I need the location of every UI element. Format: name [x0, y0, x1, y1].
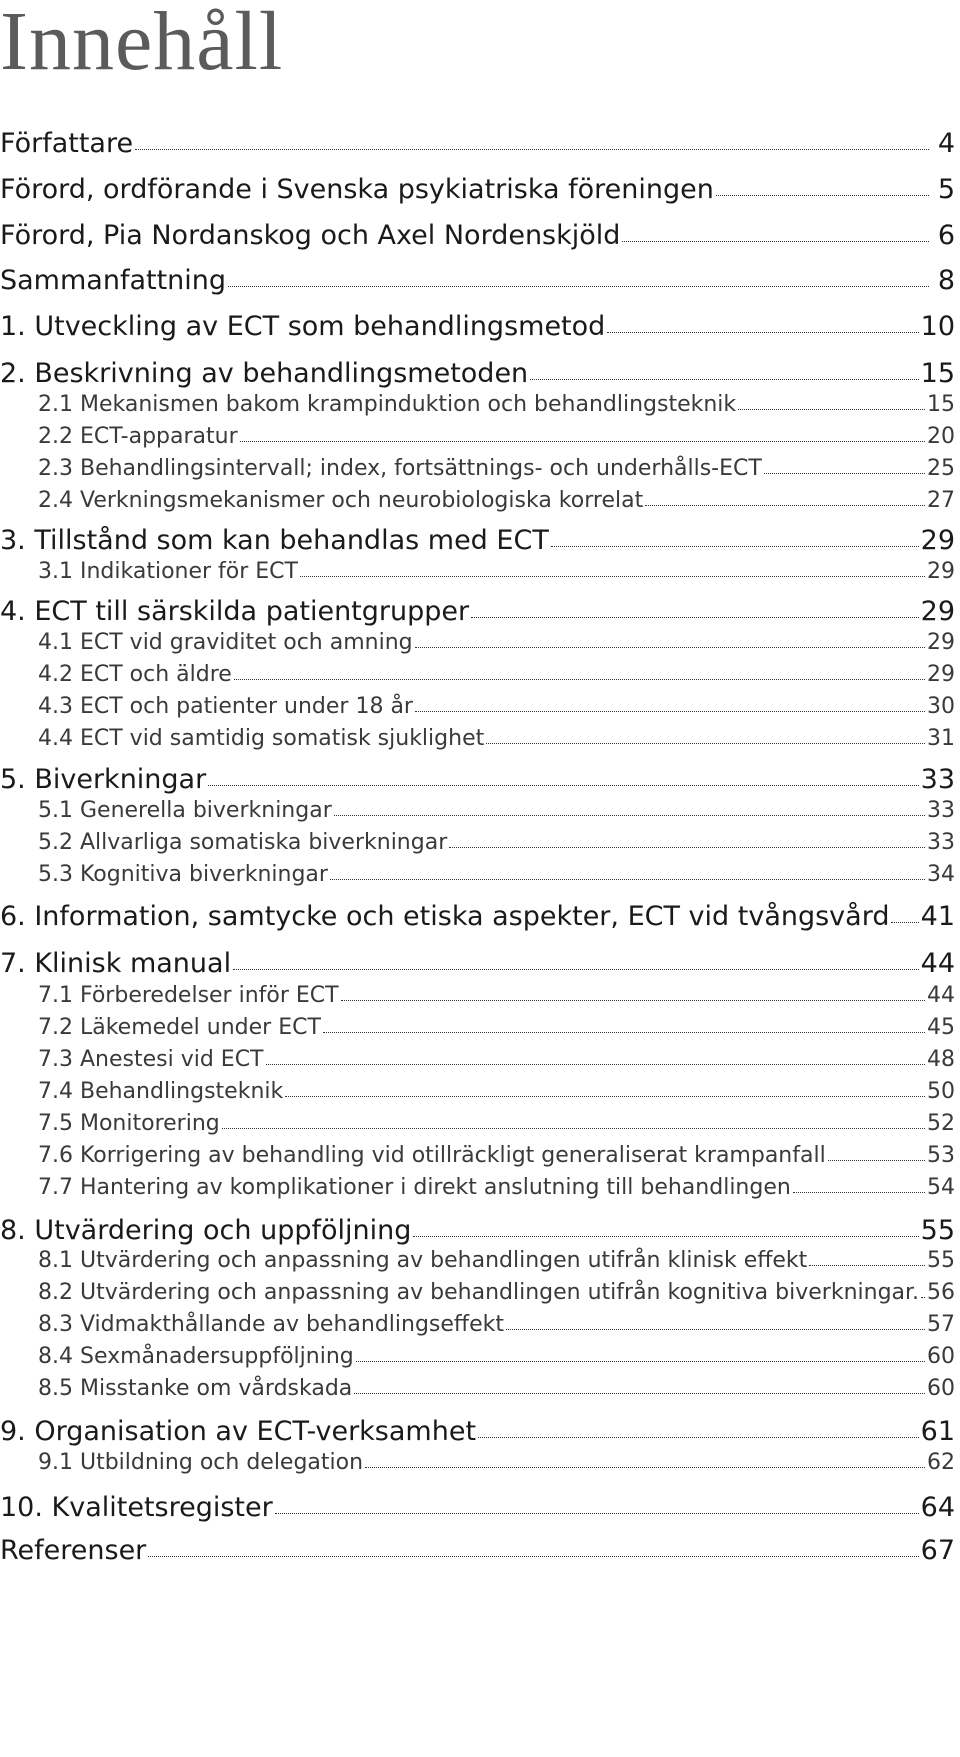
toc-page-number: 15	[927, 392, 955, 417]
toc-entry-label: Förord, ordförande i Svenska psykiatriska föreningen	[0, 174, 714, 205]
dot-leader	[233, 968, 919, 970]
toc-page-number: 29	[927, 559, 955, 584]
toc-page-number: 33	[927, 798, 955, 823]
dot-leader	[551, 545, 919, 547]
toc-page-number: 53	[927, 1143, 955, 1168]
dot-leader	[228, 285, 929, 287]
toc-chapter-entry[interactable]	[0, 176, 955, 203]
dot-leader	[148, 1555, 918, 1557]
dot-leader	[645, 504, 925, 506]
toc-page-number: 61	[920, 1416, 955, 1447]
toc-chapter-entry[interactable]	[0, 950, 955, 977]
dot-leader	[234, 678, 925, 680]
dot-leader	[266, 1063, 926, 1065]
toc-section-entry[interactable]	[0, 1017, 955, 1039]
toc-entry-label: 7.3 Anestesi vid ECT	[38, 1047, 264, 1072]
toc-page-number: 60	[927, 1344, 955, 1369]
dot-leader	[828, 1159, 925, 1161]
toc-section-entry[interactable]	[0, 1452, 955, 1474]
toc-page-number: 55	[920, 1215, 955, 1246]
toc-entry-label: 7.7 Hantering av komplikationer i direkt anslutning till behandlingen	[38, 1175, 791, 1200]
toc-page-number: 6	[937, 220, 955, 251]
toc-page-number: 56	[927, 1280, 955, 1305]
toc-page-number: 54	[927, 1175, 955, 1200]
dot-leader	[275, 1512, 919, 1514]
toc-entry-label: Sammanfattning	[0, 265, 227, 296]
toc-entry-label: 4.2 ECT och äldre	[38, 662, 232, 687]
toc-chapter-entry[interactable]	[0, 527, 955, 554]
dot-leader	[222, 1127, 925, 1129]
toc-page-number: 5	[937, 174, 955, 205]
toc-entry-label: 6. Information, samtycke och etiska aspekter, ECT vid tvångsvård	[0, 901, 890, 932]
toc-page-number: 27	[927, 488, 955, 513]
toc-entry-label: 8.5 Misstanke om vårdskada	[38, 1376, 353, 1401]
toc-entry-label: 8.4 Sexmånadersuppföljning	[38, 1344, 354, 1369]
toc-page-number: 4	[937, 128, 955, 159]
page-title: Innehåll	[0, 0, 284, 88]
toc-page-number: 64	[920, 1492, 955, 1523]
toc-entry-label: 2. Beskrivning av behandlingsmetoden	[0, 358, 529, 389]
dot-leader	[365, 1466, 925, 1468]
toc-section-entry[interactable]	[0, 664, 955, 686]
toc-page-number: 25	[927, 456, 955, 481]
dot-leader	[285, 1095, 925, 1097]
dot-leader	[607, 331, 918, 333]
toc-page-number: 62	[927, 1450, 955, 1475]
toc-page-number: 30	[927, 694, 955, 719]
toc-chapter-entry[interactable]	[0, 598, 955, 625]
toc-entry-label: 3. Tillstånd som kan behandlas med ECT	[0, 525, 549, 556]
toc-section-entry[interactable]	[0, 490, 955, 512]
dot-leader	[354, 1392, 925, 1394]
dot-leader	[413, 1235, 918, 1237]
dot-leader	[323, 1031, 925, 1033]
toc-entry-label: 2.3 Behandlingsintervall; index, fortsättnings- och underhålls-ECT	[38, 456, 762, 481]
toc-page-number: 45	[927, 1015, 955, 1040]
toc-page-number: 41	[920, 901, 955, 932]
toc-chapter-entry[interactable]	[0, 766, 955, 793]
toc-section-entry[interactable]	[0, 1282, 955, 1304]
toc-entry-label: 5. Biverkningar	[0, 764, 207, 795]
toc-section-entry[interactable]	[0, 426, 955, 448]
toc-section-entry[interactable]	[0, 1081, 955, 1103]
toc-entry-label: 1. Utveckling av ECT som behandlingsmetod	[0, 311, 606, 342]
toc-section-entry[interactable]	[0, 1145, 955, 1167]
dot-leader	[738, 408, 925, 410]
toc-page-number: 29	[927, 662, 955, 687]
toc-entry-label: 7.6 Korrigering av behandling vid otillräckligt generaliserat krampanfall	[38, 1143, 826, 1168]
toc-entry-label: 8.3 Vidmakthållande av behandlingseffekt	[38, 1312, 504, 1337]
toc-entry-label: 9.1 Utbildning och delegation	[38, 1450, 364, 1475]
toc-page-number: 55	[927, 1248, 955, 1273]
toc-page-number: 50	[927, 1079, 955, 1104]
toc-entry-label: 7.2 Läkemedel under ECT	[38, 1015, 321, 1040]
dot-leader	[921, 1296, 925, 1298]
toc-entry-label: 4.4 ECT vid samtidig somatisk sjuklighet	[38, 726, 485, 751]
dot-leader	[478, 1436, 919, 1438]
toc-entry-label: 2.2 ECT-apparatur	[38, 424, 238, 449]
dot-leader	[415, 646, 925, 648]
toc-entry-label: 8.2 Utvärdering och anpassning av behandlingen utifrån kognitiva biverkningar.	[38, 1280, 920, 1305]
toc-page-number: 31	[927, 726, 955, 751]
toc-page-number: 33	[927, 830, 955, 855]
toc-entry-label: 9. Organisation av ECT-verksamhet	[0, 1416, 477, 1447]
toc-entry-label: 2.4 Verkningsmekanismer och neurobiologiska korrelat	[38, 488, 644, 513]
toc-entry-label: 7.1 Förberedelser inför ECT	[38, 983, 339, 1008]
dot-leader	[471, 616, 919, 618]
toc-chapter-entry[interactable]	[0, 1494, 955, 1521]
toc-chapter-entry[interactable]	[0, 313, 955, 340]
toc-page-number: 29	[920, 596, 955, 627]
toc-entry-label: 4.3 ECT och patienter under 18 år	[38, 694, 413, 719]
toc-page-number: 8	[937, 265, 955, 296]
toc-page-number: 33	[920, 764, 955, 795]
toc-section-entry[interactable]	[0, 1049, 955, 1071]
toc-page-number: 52	[927, 1111, 955, 1136]
toc-entry-label: 8.1 Utvärdering och anpassning av behandlingen utifrån klinisk effekt	[38, 1248, 808, 1273]
toc-section-entry[interactable]	[0, 1314, 955, 1336]
toc-entry-label: 3.1 Indikationer för ECT	[38, 559, 298, 584]
toc-chapter-entry[interactable]	[0, 222, 955, 249]
toc-chapter-entry[interactable]	[0, 267, 955, 294]
toc-page-number: 60	[927, 1376, 955, 1401]
toc-chapter-entry[interactable]	[0, 360, 955, 387]
dot-leader	[341, 999, 925, 1001]
toc-page-number: 20	[927, 424, 955, 449]
dot-leader	[622, 240, 929, 242]
toc-section-entry[interactable]	[0, 394, 955, 416]
toc-page-number: 44	[920, 948, 955, 979]
toc-entry-label: 5.1 Generella biverkningar	[38, 798, 332, 823]
toc-entry-label: 5.3 Kognitiva biverkningar	[38, 862, 328, 887]
toc-section-entry[interactable]	[0, 832, 955, 854]
toc-section-entry[interactable]	[0, 1346, 955, 1368]
dot-leader	[240, 440, 925, 442]
dot-leader	[334, 814, 925, 816]
toc-page-number: 44	[927, 983, 955, 1008]
toc-section-entry[interactable]	[0, 1250, 955, 1272]
dot-leader	[135, 148, 929, 150]
toc-entry-label: 7.4 Behandlingsteknik	[38, 1079, 284, 1104]
toc-section-entry[interactable]	[0, 696, 955, 718]
dot-leader	[764, 472, 925, 474]
toc-chapter-entry[interactable]	[0, 130, 955, 157]
toc-section-entry[interactable]	[0, 728, 955, 750]
dot-leader	[809, 1264, 925, 1266]
dot-leader	[356, 1360, 925, 1362]
dot-leader	[449, 846, 925, 848]
dot-leader	[716, 194, 929, 196]
dot-leader	[300, 575, 925, 577]
toc-entry-label: 4.1 ECT vid graviditet och amning	[38, 630, 413, 655]
toc-entry-label: 4. ECT till särskilda patientgrupper	[0, 596, 470, 627]
dot-leader	[793, 1191, 925, 1193]
toc-section-entry[interactable]	[0, 800, 955, 822]
dot-leader	[486, 742, 925, 744]
toc-entry-label: 7. Klinisk manual	[0, 948, 232, 979]
toc-entry-label: Referenser	[0, 1535, 147, 1566]
toc-section-entry[interactable]	[0, 985, 955, 1007]
dot-leader	[530, 378, 918, 380]
toc-section-entry[interactable]	[0, 1378, 955, 1400]
toc-page-number: 67	[920, 1535, 955, 1566]
toc-entry-label: 7.5 Monitorering	[38, 1111, 220, 1136]
toc-chapter-entry[interactable]	[0, 1217, 955, 1244]
toc-entry-label: Författare	[0, 128, 134, 159]
toc-entry-label: 2.1 Mekanismen bakom krampinduktion och behandlingsteknik	[38, 392, 737, 417]
dot-leader	[891, 921, 918, 923]
toc-section-entry[interactable]	[0, 1113, 955, 1135]
toc-chapter-entry[interactable]	[0, 1418, 955, 1445]
toc-entry-label: 5.2 Allvarliga somatiska biverkningar	[38, 830, 448, 855]
dot-leader	[208, 784, 918, 786]
toc-section-entry[interactable]	[0, 864, 955, 886]
toc-chapter-entry[interactable]	[0, 903, 955, 930]
toc-page-number: 29	[927, 630, 955, 655]
toc-section-entry[interactable]	[0, 458, 955, 480]
dot-leader	[506, 1328, 925, 1330]
toc-page-number: 15	[920, 358, 955, 389]
toc-page-number: 48	[927, 1047, 955, 1072]
toc-section-entry[interactable]	[0, 561, 955, 583]
dot-leader	[330, 878, 925, 880]
toc-page-number: 29	[920, 525, 955, 556]
toc-entry-label: 8. Utvärdering och uppföljning	[0, 1215, 412, 1246]
toc-entry-label: 10. Kvalitetsregister	[0, 1492, 273, 1523]
toc-chapter-entry[interactable]	[0, 1537, 955, 1564]
toc-page-number: 34	[927, 862, 955, 887]
toc-page-number: 57	[927, 1312, 955, 1337]
toc-section-entry[interactable]	[0, 632, 955, 654]
toc-entry-label: Förord, Pia Nordanskog och Axel Nordenskjöld	[0, 220, 621, 251]
toc-page-number: 10	[920, 311, 955, 342]
toc-section-entry[interactable]	[0, 1177, 955, 1199]
dot-leader	[415, 710, 925, 712]
